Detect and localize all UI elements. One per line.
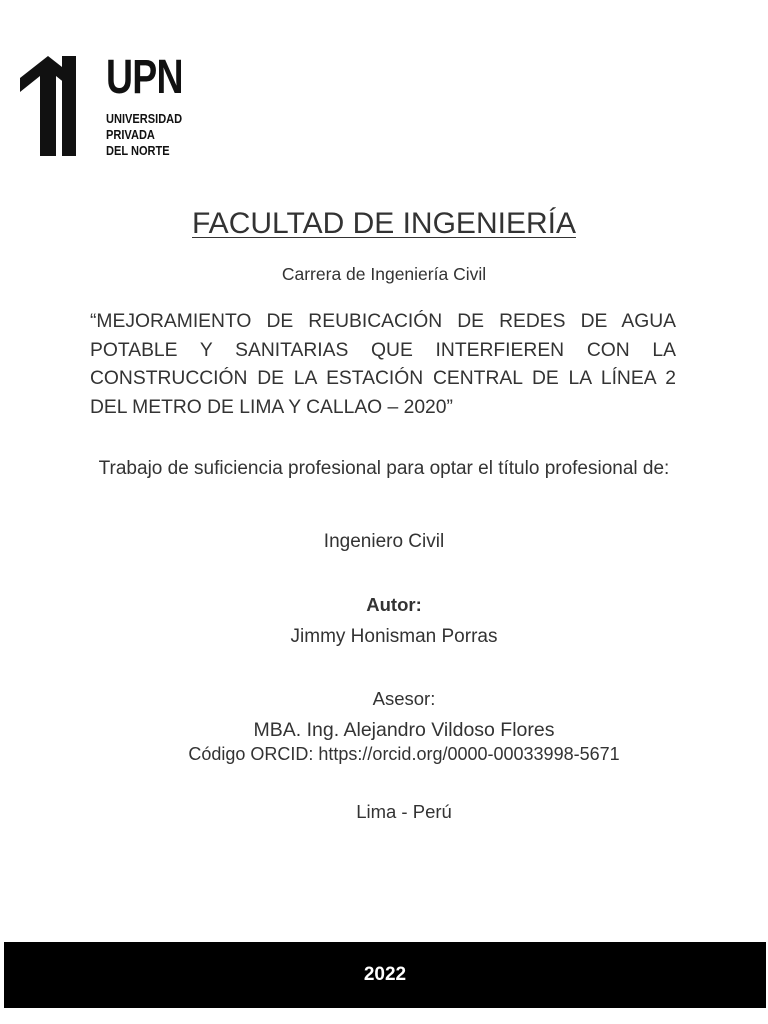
advisor-label: Asesor: xyxy=(372,688,436,709)
footer-year: 2022 xyxy=(363,964,407,985)
author-label: Autor: xyxy=(366,594,422,615)
logo-line-universidad: UNIVERSIDAD xyxy=(106,111,183,126)
purpose-statement: Trabajo de suficiencia profesional para optar el título profesional de: xyxy=(98,458,670,479)
degree-title: Ingeniero Civil xyxy=(323,531,445,552)
upn-arrow-icon xyxy=(20,56,100,158)
author-name: Jimmy Honisman Porras xyxy=(290,626,498,647)
place: Lima - Perú xyxy=(356,801,452,822)
advisor-name: MBA. Ing. Alejandro Vildoso Flores xyxy=(253,719,555,741)
logo-line-privada: PRIVADA xyxy=(106,127,155,142)
faculty-heading-text: FACULTAD DE INGENIERÍA xyxy=(192,207,576,240)
career-name: Carrera de Ingeniería Civil xyxy=(281,264,487,284)
advisor-orcid: Código ORCID: https://orcid.org/0000-00033998-5671 xyxy=(188,744,620,764)
logo-wordmark: UPN xyxy=(106,51,183,104)
logo-line-del-norte: DEL NORTE xyxy=(106,143,170,158)
faculty-heading xyxy=(0,207,768,241)
upn-logo xyxy=(20,51,190,158)
thesis-title: “MEJORAMIENTO DE REUBICACIÓN DE REDES DE AGUA POTABLE Y SANITARIAS QUE INTERFIEREN CON LA CONSTRUCCIÓN DE LA ESTACIÓN CENTRAL DE LA LÍNEA 2 DEL METRO DE LIMA Y CALLAO – 2020” xyxy=(90,311,676,418)
footer-bar xyxy=(4,942,766,1008)
